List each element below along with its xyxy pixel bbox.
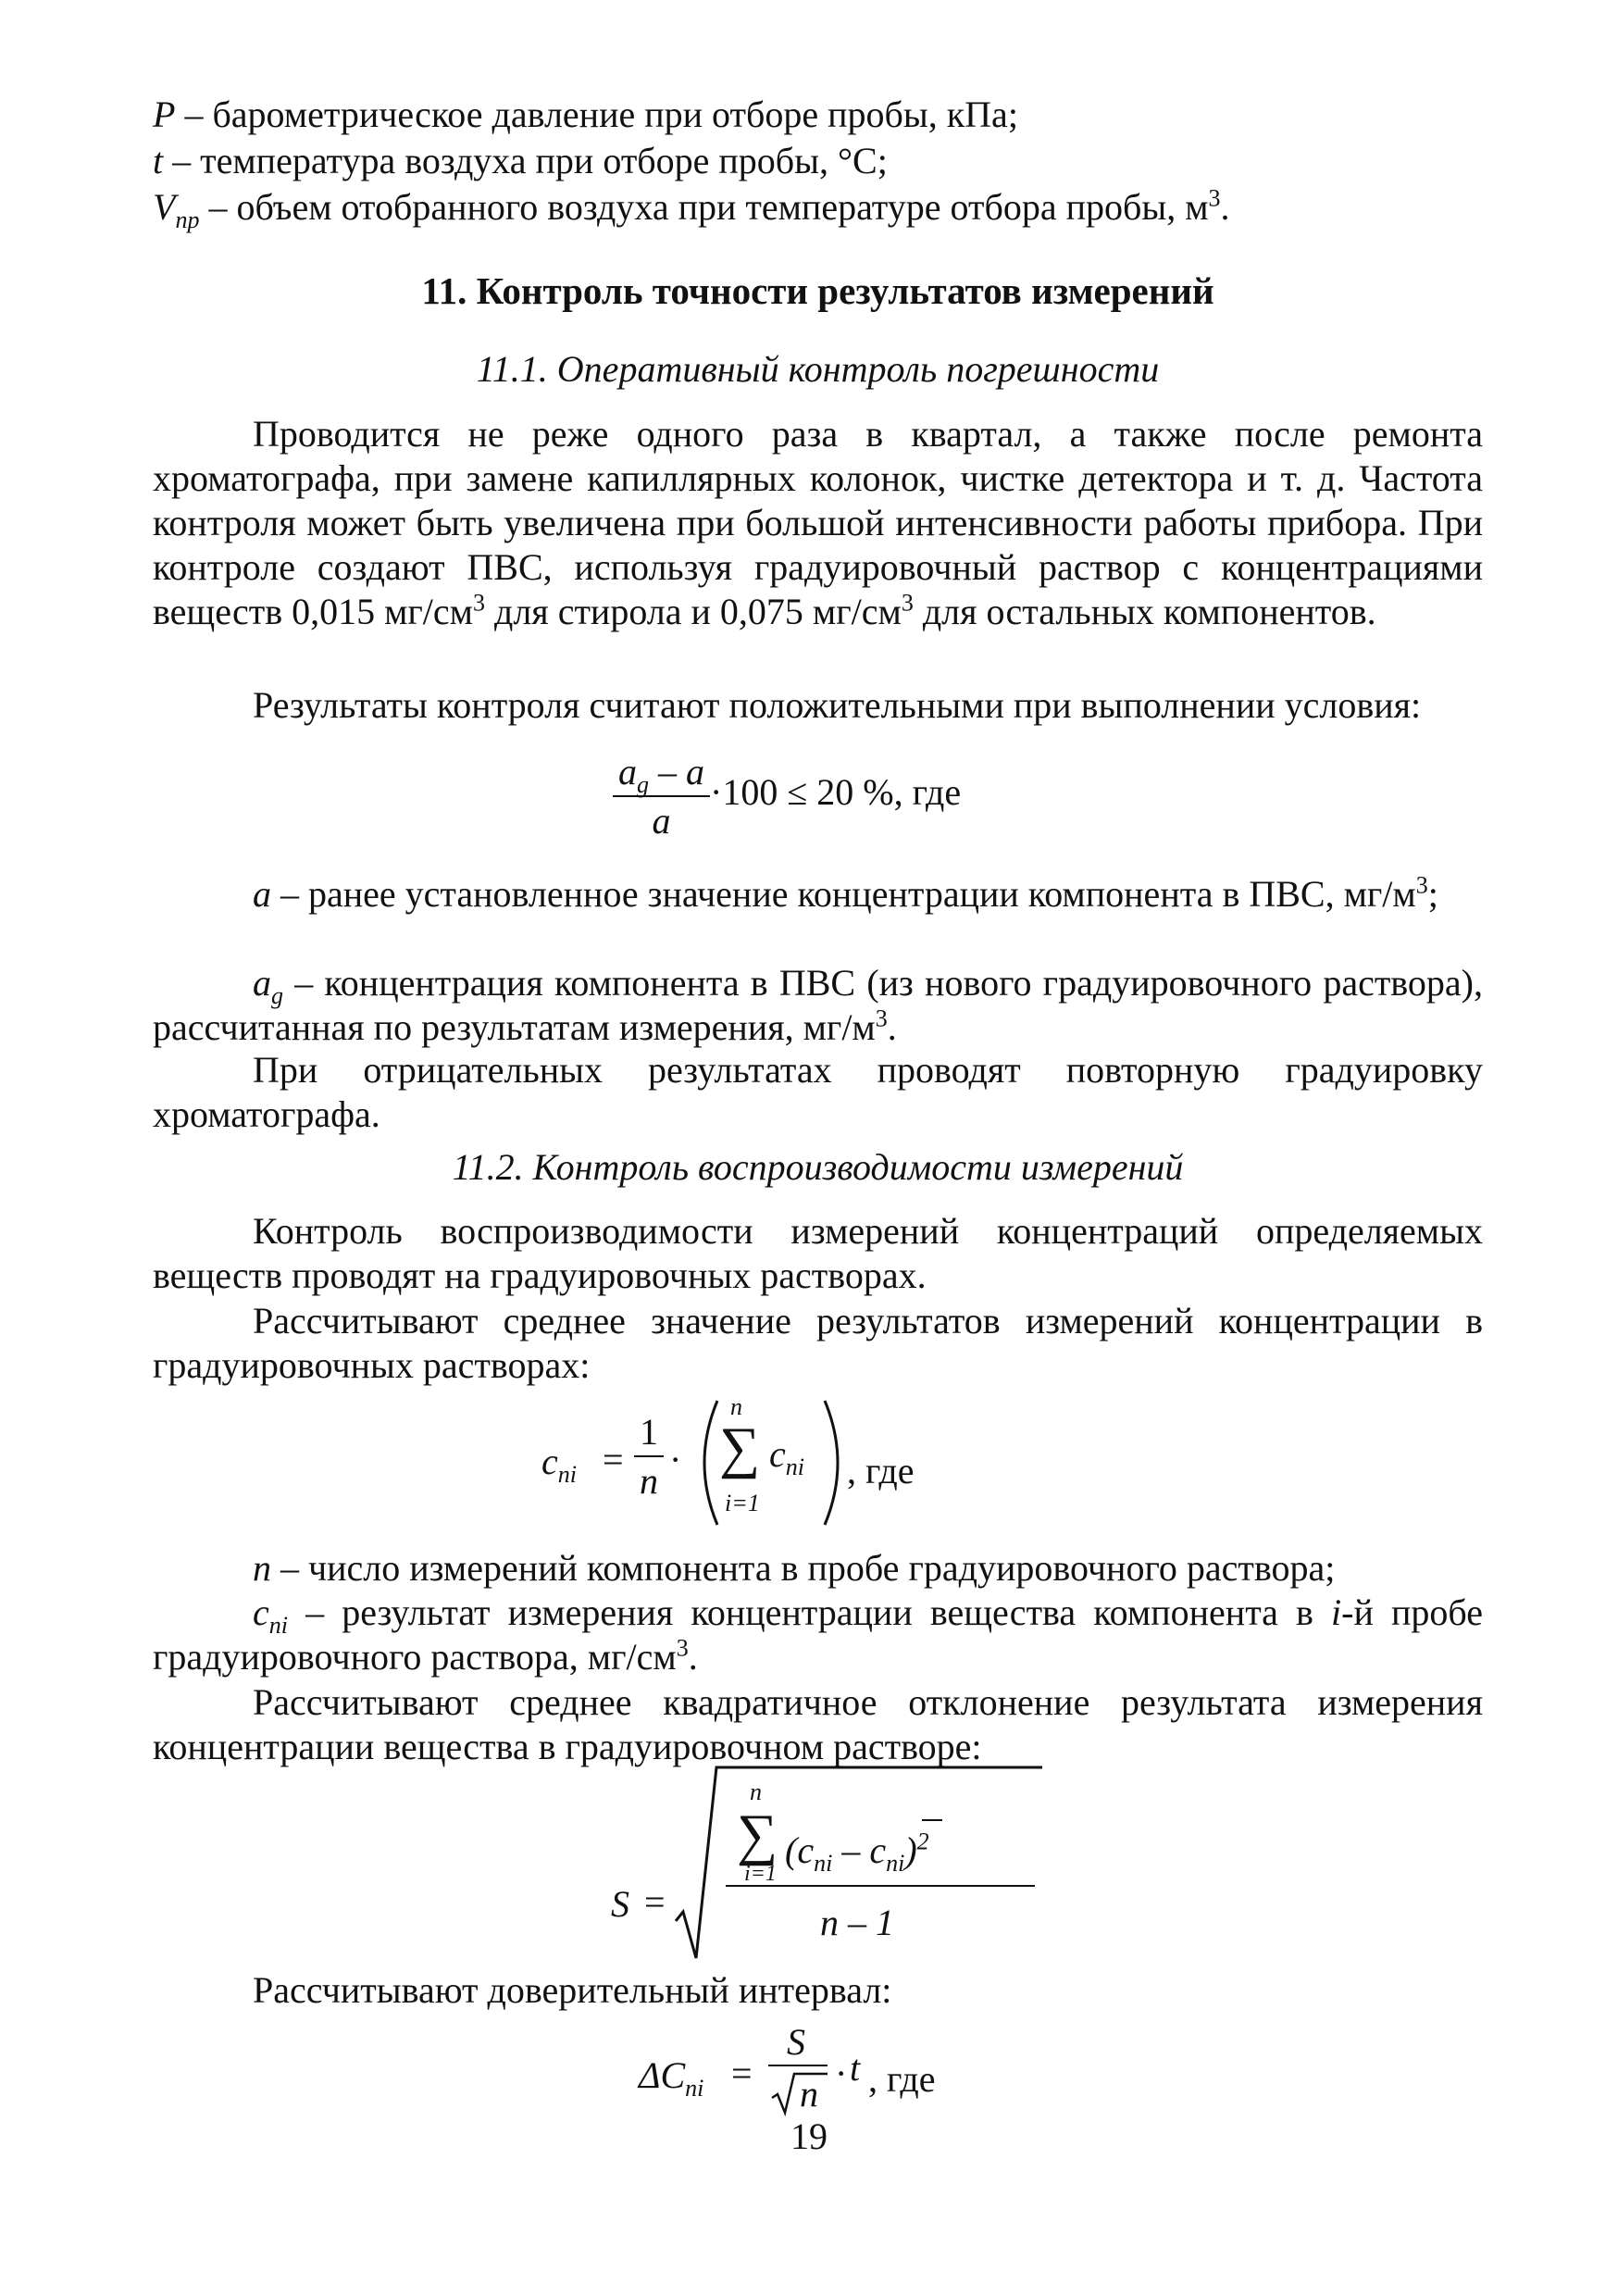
subsection-2-paragraph-1: Контроль воспроизводимости измерений концентраций определяемых веществ проводят на градуировочных растворах. xyxy=(153,1210,1483,1296)
formula-confidence-interval: $\Delta C_{ni}$ = S n · t , где xyxy=(639,2021,936,2115)
def-volume: $V_{пр}$ – объем отобранного воздуха при температуре отбора пробы, $м^3$. xyxy=(153,184,1230,233)
symbol-v: V xyxy=(153,186,176,228)
sigma-symbol: ∑ xyxy=(719,1416,761,1479)
def-temperature: t – температура воздуха при отборе пробы, °С; xyxy=(153,140,888,181)
subsection-1-paragraph-3: При отрицательных результатах проводят повторную градуировку хроматографа. xyxy=(153,1049,1483,1135)
page-number: 19 xyxy=(790,2115,828,2157)
subsection-2-paragraph-4: Рассчитывают доверительный интервал: xyxy=(253,1969,892,2011)
def-cni: $c_{ni}$ – результат измерения концентрации вещества компонента в i-й пробе градуировочного раствора, $мг/см^3$. xyxy=(153,1591,1483,1678)
formula-relative-error: $\frac{a_g - a}{a}$ ·100 ≤ 20 %, где xyxy=(613,750,961,842)
def-pressure: P – барометрическое давление при отборе пробы, кПа; xyxy=(153,94,1018,135)
subsection-1-paragraph-2: Результаты контроля считают положительными при выполнении условия: xyxy=(253,684,1422,726)
def-n: n – число измерений компонента в пробе градуировочного раствора; xyxy=(253,1547,1336,1589)
def-a: a – ранее установленное значение концентрации компонента в ПВС, $мг/м^3$; xyxy=(253,871,1438,915)
subsection-1-title: 11.1. Оперативный контроль погрешности xyxy=(476,348,1160,390)
formula-standard-deviation: S = n ∑ i=1 $(c_{ni} - c_{ni})^2$ n – 1 xyxy=(611,1764,1000,1963)
def-ag: $a_g$ – концентрация компонента в ПВС (из нового градуировочного раствора), рассчитанная по результатам измерения, $мг/м^3$. xyxy=(153,962,1483,1048)
formula-fraction: $\frac{a_g - a}{a}$ xyxy=(613,750,710,842)
subsection-2-paragraph-3: Рассчитывают среднее квадратичное отклонение результата измерения концентрации вещества в градуировочном растворе: xyxy=(153,1681,1483,1767)
symbol-p: P xyxy=(153,94,176,135)
fraction-bar xyxy=(768,2065,828,2066)
formula-mean: $c_{ni}$ = $\frac{1}{n}$ · n ∑ i=1 $c_{ni}$ , где xyxy=(541,1393,930,1532)
subsection-2-title: 11.2. Контроль воспроизводимости измерений xyxy=(452,1146,1184,1188)
subsection-2-paragraph-2: Рассчитывают среднее значение результатов измерений концентрации в градуировочных растворах: xyxy=(153,1300,1483,1386)
overline-mean xyxy=(922,1819,942,1821)
section-title: 11. Контроль точности результатов измерений xyxy=(421,269,1214,312)
sigma-symbol: ∑ xyxy=(737,1803,778,1866)
subsection-1-paragraph-1: Проводится не реже одного раза в квартал, а также после ремонта хроматографа, при замене капиллярных колонок, чистке детектора и т. д. Частота контроля может быть увеличена при большой интенсивности работы прибора. При контроле создают ПВС, используя градуировочный раствор с концентрациями веществ 0,015 $мг/см^3$ для стирола и 0,075 $мг/см^3$ для остальных компонентов. xyxy=(153,413,1483,632)
symbol-t: t xyxy=(153,140,164,181)
